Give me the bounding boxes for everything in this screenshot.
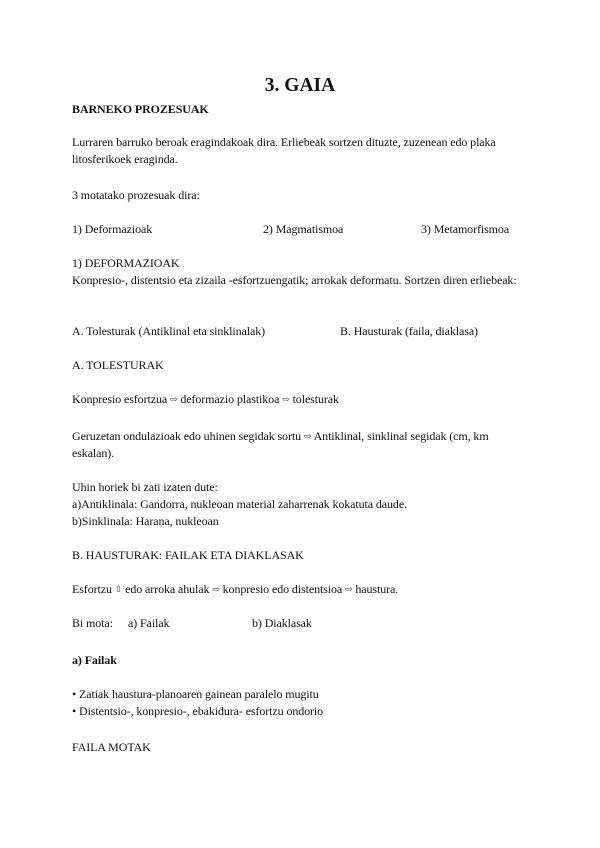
motatako-line: 3 motatako prozesuak dira: (72, 188, 200, 202)
geruzetan-paragraph: Geruzetan ondulazioak edo uhinen segidak sortu ⇨ Antiklinal, sinklinal segidak (cm, km eskalan). (72, 429, 489, 460)
type-hausturak: B. Hausturak (faila, diaklasa) (340, 324, 478, 338)
process-types-row (72, 221, 532, 238)
tolesturak-heading: A. TOLESTURAK (72, 358, 164, 372)
intro-paragraph: Lurraren barruko beroak eragindakoak dira. Erliebeak sortzen dituzte, zuzenean edo plaka litosferikoek eraginda. (72, 135, 496, 166)
right-arrow-icon: ⇨ (282, 394, 290, 404)
type-magmatismoa: 2) Magmatismoa (263, 222, 344, 236)
type-deformazioak: 1) Deformazioak (72, 222, 153, 236)
deformazioak-text: Konpresio-, distentsio eta zizaila -esfortzuengatik; arrokak deformatu. Sortzen diren erliebeak: (72, 273, 517, 287)
deformazioak-heading: 1) DEFORMAZIOAK (72, 256, 180, 270)
hausturak-chain: Esfortzu ⇧ edo arroka ahulak ⇨ konpresio edo distentsioa ⇨ haustura. (72, 582, 399, 596)
uhin-intro: Uhin horiek bi zati izaten dute: (72, 480, 218, 494)
tolesturak-chain: Konpresio esfortzua ⇨ deformazio plastikoa ⇨ tolesturak (72, 392, 339, 406)
faila-motak-heading: FAILA MOTAK (72, 740, 151, 754)
bi-mota-failak: a) Failak (128, 616, 170, 630)
deform-types-row (72, 323, 532, 340)
page-title: 3. GAIA (264, 75, 336, 96)
bi-mota-row (72, 615, 532, 632)
bi-mota-diaklasak: b) Diaklasak (252, 616, 312, 630)
right-arrow-icon: ⇨ (212, 584, 220, 594)
type-metamorfismoa: 3) Metamorfismoa (421, 222, 510, 236)
antiklinala-line: a)Antiklinala: Gandorra, nukleoan material zaharrenak kokatuta daude. (72, 497, 407, 511)
right-arrow-icon: ⇨ (169, 394, 178, 404)
hausturak-heading: B. HAUSTURAK: FAILAK ETA DIAKLASAK (72, 548, 304, 562)
failak-heading: a) Failak (72, 653, 117, 667)
sinklinala-line: b)Sinklinala: Harana, nukleoan (72, 514, 219, 528)
failak-bullet-1: • Zatiak haustura-planoaren gainean paralelo mugitu (72, 687, 319, 701)
section-heading-barneko: BARNEKO PROZESUAK (72, 102, 209, 116)
right-arrow-icon: ⇨ (345, 584, 353, 594)
up-arrow-icon: ⇧ (114, 584, 123, 594)
failak-bullet-2: • Distentsio-, konpresio-, ebakidura- esfortzu ondorio (72, 704, 324, 718)
bi-mota-label: Bi mota: (72, 616, 113, 630)
type-tolesturak: A. Tolesturak (Antiklinal eta sinklinalak) (72, 324, 266, 338)
right-arrow-icon: ⇨ (303, 431, 312, 441)
